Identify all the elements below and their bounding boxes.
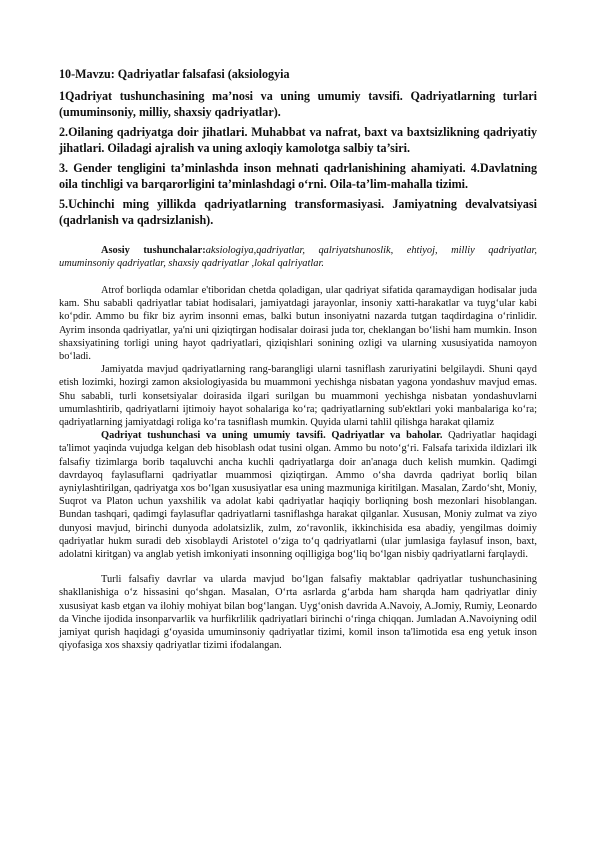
keywords-paragraph <box>59 244 537 270</box>
paragraph-text: Jamiyatda mavjud qadriyatlarning rang-barangligi ularni tasniflash zaruriyatini belgilaydi. Shuni qayd etish lozimki, hozirgi zamon aksiologiyasida bu muammoni yechishga nisbatan yagona yondashuv mavjud emas. Shu sababli, turli konsetsiyalar doirasida ilgari surilgan bu muammoni yechishga nisbatan yondashuvlarni umumlashtirib, qadriyatlarni ijtimoiy hayot sohalariga ko‘ra; qadriyatlarning sub'ektlari yoki manbalariga ko‘ra; qadriyatlarning jamiyatdagi roliga ko‘ra tasniflash mumkin. Quyida ularni tahlil qilishga harakat qilamiz <box>59 364 537 429</box>
paragraph-lead: Qadriyat tushunchasi va uning umumiy tavsifi. Qadriyatlar va baholar. <box>101 430 443 442</box>
paragraph-text: Atrof borliqda odamlar e'tiboridan chetda qoladigan, ular qadriyat sifatida qaramaydigan hodisalar juda kam. Shu sababli qadriyatlar tabiat hodisalari, jamiyatdagi jarayonlar, insoniy xatti-harakatlar va tuyg‘ular kabi ko‘pdir. Ammo bu fikr biz ayrim insonni emas, balki butun insoniyatni nazarda tutgan taqdirdagina o‘rinlidir. Ayrim insonda qadriyatlar, ya'ni uni qiziqtirgan hodisalar doirasi juda tor, cheklangan bo‘lishi ham mumkin. Inson shaxsiyatining torligi uning hayot qadriyatlari, qiziqishlari sonining ozligi va ularning xususiyatida namoyon bo‘ladi. <box>59 285 537 363</box>
keywords-text: aksiologiya,qadriyatlar, qalriyatshunoslik, ehtiyoj, milliy qadriyatlar, umuminsoniy qadriyatlar, shaxsiy qadriyatlar ,lokal qalriyatlar. <box>59 245 538 269</box>
paragraph-text: Turli falsafiy davrlar va ularda mavjud bo‘lgan falsafiy maktablar qadriyatlar tushunchasining shakllanishiga o‘z hissasini qo‘shgan. Masalan, O‘rta asrlarda g‘arbda ham sharqda ham qadriyatlar diniy xususiyat kasb etgan va ilohiy mohiyat bilan bog‘langan. Uyg‘onish davrida A.Navoiy, A.Jomiy, Rumiy, Leonardo da Vinche ijodida insonparvarlik va hurfikrlilik qadriyatlari birinchi o‘ringa chiqqan. Jumladan A.Navoiyning odil jamiyat qurish haqidagi g‘oyasida umuminsoniy qadriyatlar tizimi, komil inson ta'limotida esa eng yetuk inson qiyofasiga xos shaxsiy qadriyatlar tizimi ifodalangan. <box>59 574 537 652</box>
body-paragraph <box>59 284 537 363</box>
topic-item: 2.Oilaning qadriyatga doir jihatlari. Muhabbat va nafrat, baxt va baxtsizlikning qadriyatiy jihatlari. Oiladagi ajralish va uning axloqiy kamolotga salbiy ta’siri. <box>59 125 537 155</box>
body-paragraph <box>59 573 537 652</box>
keywords-label: Asosiy tushunchalar: <box>101 245 206 256</box>
lecture-title: 10-Mavzu: Qadriyatlar falsafasi (aksiologyia <box>59 67 290 81</box>
body-paragraph <box>59 363 537 429</box>
topic-item: 1Qadriyat tushunchasining ma’nosi va uning umumiy tavsifi. Qadriyatlarning turlari (umuminsoniy, milliy, shaxsiy qadriyatlar). <box>59 89 537 119</box>
body-paragraph <box>59 429 537 561</box>
topic-item: 3. Gender tengligini ta’minlashda inson mehnati qadrlanishining ahamiyati. 4.Davlatning oila tinchligi va barqarorligini ta’minlashdagi o‘rni. Oila-ta’lim-mahalla tizimi. <box>59 161 537 191</box>
topic-item: 5.Uchinchi ming yillikda qadriyatlarning transformasiyasi. Jamiyatning devalvatsiyasi (qadrlanish va qadrsizlanish). <box>59 197 537 227</box>
paragraph-text: Qadriyatlar haqidagi ta'limot yaqinda vujudga kelgan deb hisoblash odat tusini olgan. Ammo bu noto‘g‘ri. Falsafa tarixida ildizlari ilk falsafiy tizimlarga borib taqaluvchi ancha kuchli qadriyatlarga doir an'anaga duch kelish mumkin. Qadimgi davrdayoq faylasuflarni qadriyatlar muammosi qiziqtirgan. Ammo o‘sha davrda qadriyat borliq bilan ayniylashtirilgan, qadriyatga xos bo‘lgan xususiyatlar esa uning mazmuniga kiritilgan. Masalan, Zardo‘sht, Moniy, Suqrot va Platon uchun yaxshilik va adolat kabi qadriyatlar haqiqiy borliqning bosh mezonlari hisoblangan. Bundan tashqari, qadimgi faylasuflar qadriyatlarni tasniflashga harakat qilganlar. Xususan, Moniy zulmat va ziyo dunyosi mavjud, birinchi dunyoda adolatsizlik, zulm, zo‘ravonlik, ikkinchisida esa abadiy, yengilmas doimiy qadriyatlar hukm suradi deb xisoblaydi Aristotel o‘ziga to‘q qadriyatlarni (ular jumlasiga faylasuf inson, baxt, adolatni kiritgan) va anglab yetish imkoniyati insonning oqilligiga bog‘liq bo‘lgan nisbiy qadriyatlarni farqlaydi. <box>59 430 537 561</box>
document-page <box>59 66 537 652</box>
